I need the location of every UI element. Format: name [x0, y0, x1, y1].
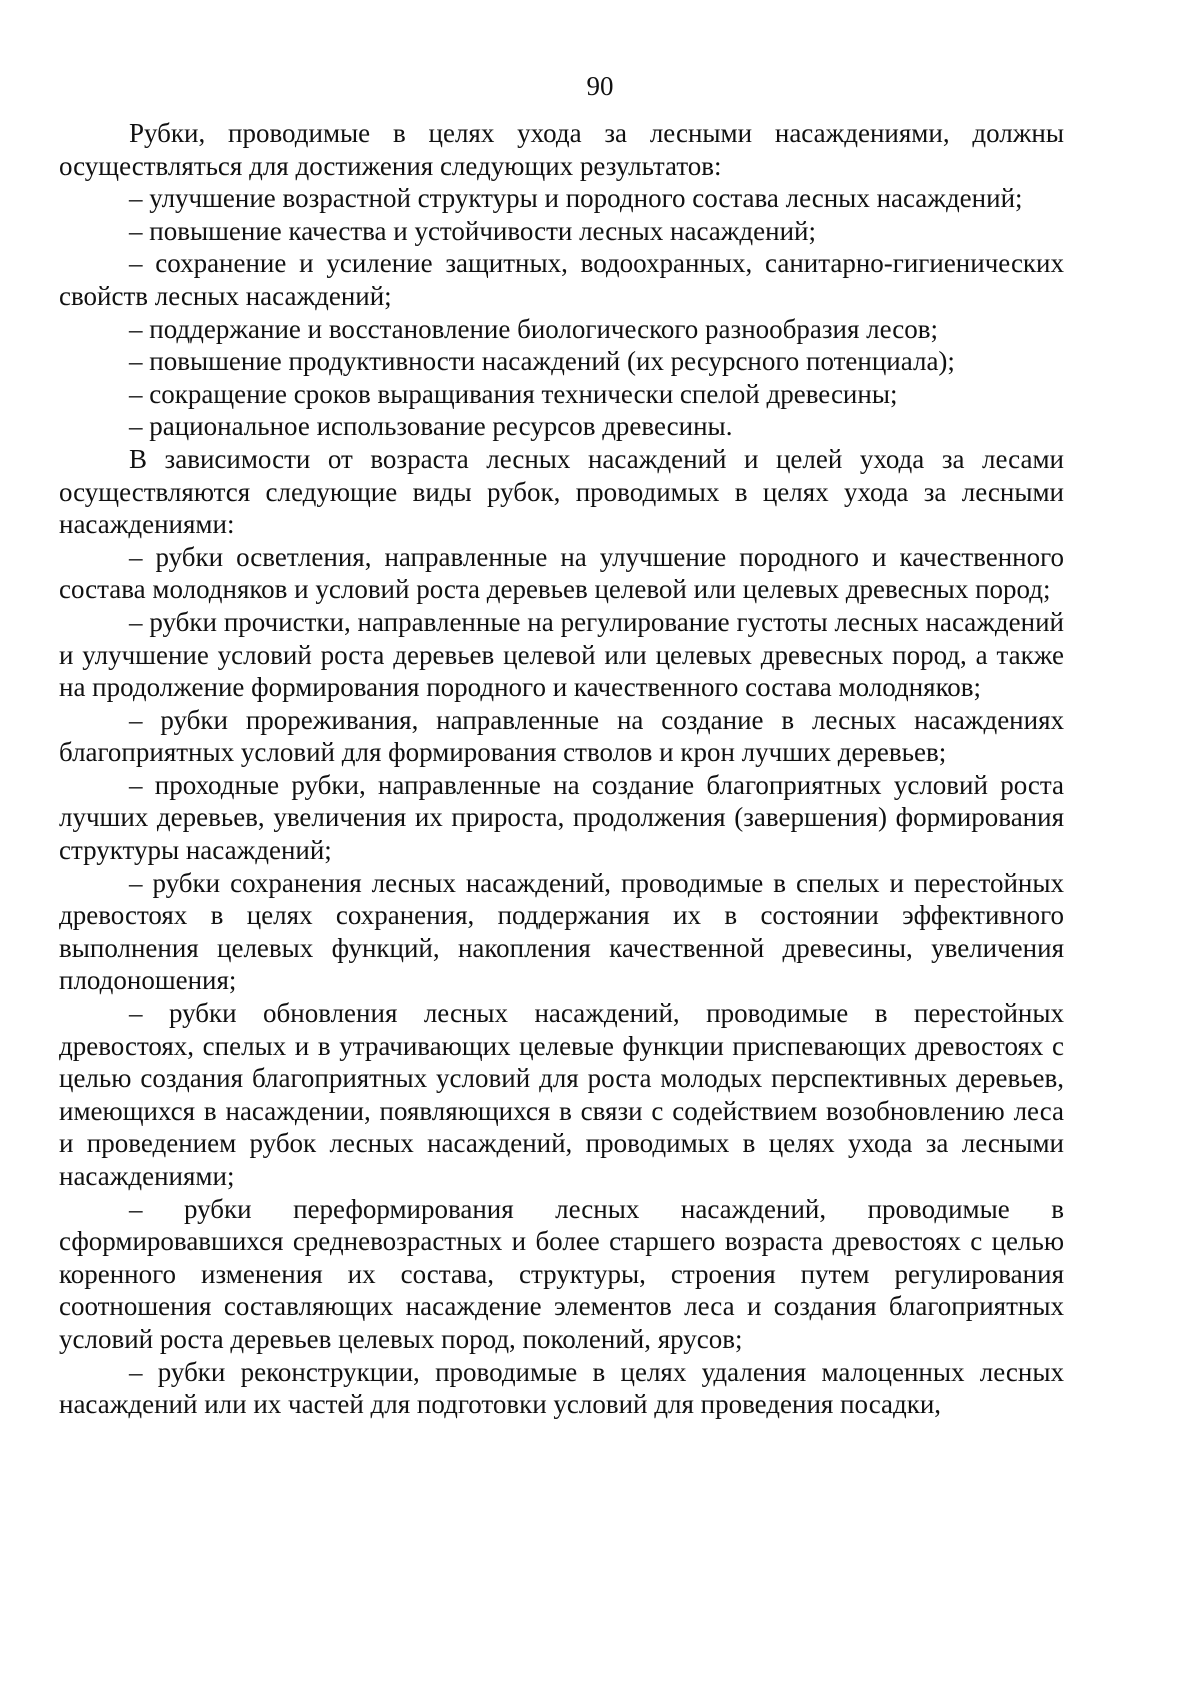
page-number: 90	[586, 71, 614, 101]
list-item: – сокращение сроков выращивания технически спелой древесины;	[129, 378, 898, 409]
list-item: – повышение продуктивности насаждений (их ресурсного потенциала);	[129, 346, 955, 377]
list-item: – рубки осветления, направленные на улучшение породного и качественного состава молодняков и условий роста деревьев целевой или целевых древесных пород;	[59, 541, 1064, 605]
list-item: – улучшение возрастной структуры и породного состава лесных насаждений;	[129, 183, 1023, 214]
document-body	[59, 117, 1064, 1421]
list-item: – рубки прочистки, направленные на регулирование густоты лесных насаждений и улучшение условий роста деревьев целевой или целевых древесных пород, а также на продолжение формирования породного и качественного состава молодняков;	[59, 606, 1064, 703]
intro-paragraph: Рубки, проводимые в целях ухода за лесными насаждениями, должны осуществляться для достижения следующих результатов:	[59, 118, 1064, 181]
list-item: – рубки реконструкции, проводимые в целях удаления малоценных лесных насаждений или их частей для подготовки условий для проведения посадки,	[59, 1356, 1064, 1420]
list-item: – поддержание и восстановление биологического разнообразия лесов;	[129, 313, 939, 344]
list-item: – рубки прореживания, направленные на создание в лесных насаждениях благоприятных условий для формирования стволов и крон лучших деревьев;	[59, 704, 1064, 768]
list-item: – повышение качества и устойчивости лесных насаждений;	[129, 215, 816, 246]
list-item: – проходные рубки, направленные на создание благоприятных условий роста лучших деревьев, увеличения их прироста, продолжения (завершения) формирования структуры насаждений;	[59, 769, 1064, 866]
list-item: – сохранение и усиление защитных, водоохранных, санитарно-гигиенических свойств лесных насаждений;	[59, 248, 1064, 311]
section-paragraph: В зависимости от возраста лесных насаждений и целей ухода за лесами осуществляются следующие виды рубок, проводимых в целях ухода за лесными насаждениями:	[59, 443, 1064, 540]
list-item: – рубки сохранения лесных насаждений, проводимые в спелых и перестойных древостоях в целях сохранения, поддержания их в состоянии эффективного выполнения целевых функций, накопления качественной древесины, увеличения плодоношения;	[59, 867, 1064, 996]
list-item: – рубки переформирования лесных насаждений, проводимые в сформировавшихся средневозрастных и более старшего возраста древостоях с целью коренного изменения их состава, структуры, строения путем регулирования соотношения составляющих насаждение элементов леса и создания благоприятных условий роста деревьев целевых пород, поколений, ярусов;	[59, 1193, 1064, 1354]
list-item: – рубки обновления лесных насаждений, проводимые в перестойных древостоях, спелых и в утрачивающих целевые функции приспевающих древостоях с целью создания благоприятных условий для роста молодых перспективных деревьев, имеющихся в насаждении, появляющихся в связи с содействием возобновлению леса и проведением рубок лесных насаждений, проводимых в целях ухода за лесными насаждениями;	[59, 998, 1064, 1191]
list-item: – рациональное использование ресурсов древесины.	[129, 411, 733, 442]
